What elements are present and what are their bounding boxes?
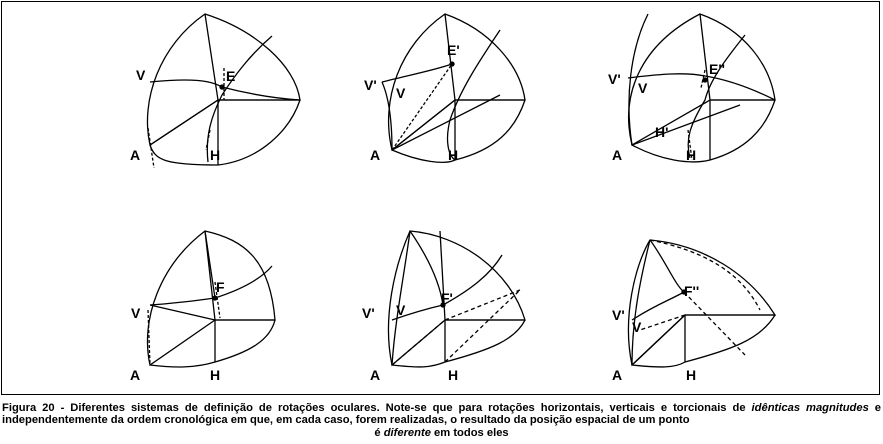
label-H: H — [448, 147, 459, 163]
point-E-prime — [450, 62, 454, 66]
rotated-meridian-1 — [392, 231, 410, 365]
label-A: A — [130, 147, 141, 163]
label-H: H — [686, 367, 697, 383]
label-E-prime: E' — [447, 42, 460, 58]
label-H-prime: H' — [655, 124, 669, 140]
label-H: H — [686, 147, 697, 163]
sphere-outline — [388, 231, 525, 365]
label-V-prime: V' — [362, 305, 375, 321]
caption-part-2: e independentemente da ordem cronológica em que, em cada caso, forem realizadas, o resultado da posição espacial de um ponto — [2, 402, 882, 427]
caption-part-4: em todos eles — [430, 426, 509, 439]
panel-5 — [362, 231, 525, 383]
panel-2 — [364, 14, 525, 163]
label-A: A — [612, 367, 623, 383]
label-A: A — [612, 147, 623, 163]
sphere-fill-lines — [632, 315, 775, 367]
sphere-outline — [389, 14, 525, 150]
sphere-fill-lines — [392, 231, 525, 367]
point-F — [213, 296, 217, 300]
label-V: V — [396, 302, 406, 318]
dashed-plane — [640, 240, 760, 355]
dashed-plane — [392, 290, 520, 365]
label-V: V — [136, 67, 146, 83]
label-V-prime: V' — [612, 307, 625, 323]
caption-last-line — [2, 427, 881, 439]
point-E — [220, 85, 224, 89]
rotated-meridian-2 — [410, 231, 443, 305]
panel-6 — [612, 240, 775, 383]
meridian — [205, 231, 215, 298]
label-F-prime: F' — [441, 290, 453, 306]
caption-italic-1: idênticas magnitudes — [751, 402, 869, 414]
panel-1 — [130, 14, 300, 168]
label-F-double-prime: F'' — [684, 283, 700, 299]
label-A: A — [130, 367, 141, 383]
caption-part-3: é — [374, 426, 384, 439]
label-F: F — [216, 279, 225, 295]
label-A: A — [370, 147, 381, 163]
rotated-meridian — [688, 35, 745, 158]
label-H: H — [210, 367, 221, 383]
rotated-plane — [632, 105, 740, 145]
caption-italic-2: diferente — [383, 426, 431, 439]
label-E: E — [226, 68, 236, 84]
sphere-outline — [628, 240, 775, 365]
label-V-prime: V' — [364, 77, 377, 93]
label-V: V — [638, 80, 648, 96]
label-V: V — [632, 319, 642, 335]
label-A: A — [370, 367, 381, 383]
label-V: V — [131, 305, 141, 321]
inner-plane — [150, 305, 215, 320]
label-H: H — [210, 147, 221, 163]
figure-caption — [2, 402, 881, 439]
label-H: H — [448, 367, 459, 383]
caption-part-1: Figura 20 - Diferentes sistemas de definição de rotações oculares. Note-se que para rotações horizontais, verticais e torcionais de — [2, 402, 752, 414]
label-E-double-prime: E'' — [709, 61, 725, 77]
label-V-prime: V' — [608, 71, 621, 87]
sphere-fill-lines — [632, 14, 775, 162]
panel-4 — [130, 231, 275, 383]
label-V: V — [396, 85, 406, 101]
horizontal-arc — [392, 255, 502, 320]
panel-3 — [608, 14, 775, 163]
vertical-arc — [207, 36, 272, 162]
point-E-double-prime — [703, 78, 707, 82]
